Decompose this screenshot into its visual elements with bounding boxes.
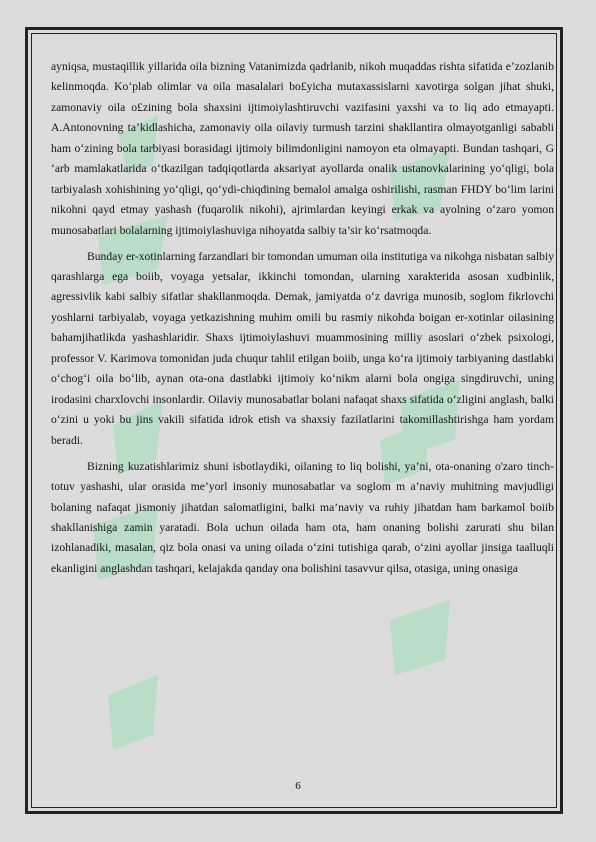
page-body-text <box>51 57 554 585</box>
page-number: 6 <box>295 780 301 792</box>
paragraph-1: ayniqsa, mustaqillik yillarida oila bizning Vatanimizda qadrlanib, nikoh muqaddas rishta sifatida e’zozlanib kelinmoqda. Ko‘plab olimlar va oila masalalari bo£yicha mutaxassislarni xavotirga solgan jihat shuki, zamonaviy oila o£zining bola shaxsini ijtimoiylashtiruvchi vazifasini yaxshi va to liq ado etmayapti. A.Antonovning ta’kidlashicha, zamonaviy oila oilaviy turmush tarzini shakllantira olmayotganligi sababli ham o‘zining bola tarbiyasi borasidagi ijtimoiy bilimdonligini namoyon eta olmayapti. Bundan tashqari, G ‘arb mamlakatlarida o‘tkazilgan tadqiqotlarda aksariyat ayollarda onalik ustanovkalarining yo‘qligi, bola tarbiyalash xohishining yo‘qligi, qo‘ydi-chiqdining bemalol amalga oshirilishi, rasman FHDY bo‘lim larini nikohni qayd etmay yashash (fuqarolik nikohi), ajrimlardan keyingi erkak va ayolning o‘zaro yomon munosabatlari bolalarning ijtimoiylashuviga nihoyatda salbiy ta’sir ko‘rsatmoqda. <box>51 60 554 237</box>
paragraph-2: Bunday er-xotinlarning farzandlari bir tomondan umuman oila institutiga va nikohga nisbatan salbiy qarashlarga ega boiib, voyaga yetsalar, ikkinchi tomondan, ularning xarakterida asosan xudbinlik, agressivlik kabi salbiy sifatlar shakllanmoqda. Demak, jamiyatda o‘z davriga munosib, soglom fikrlovchi yoshlarni tarbiyalab, voyaga yetkazishning muhim omili bu rasmiy nikohda boigan er-xotinlar oilasining bahamjihatlikda yashashlaridir. Shaxs ijtimoiylashuvi muammosining milliy asoslari o‘zbek psixologi, professor V. Karimova tomonidan juda chuqur tahlil etilgan boiib, unga ko‘ra ijtimoiy tarbiyaning dastlabki o‘chog‘i oila bo‘lib, aynan ota-ona dastlabki ijtimoiy ko‘nikm alarni bola ongiga singdiruvchi, uning irodasini charxlovchi insonlardir. Oilaviy munosabatlar bolani nafaqat shaxs sifatida o‘zligini anglash, balki o‘zini u yoki bu jins vakili sifatida idrok etish va shaxsiy fazilatlarini takomillashtirishga ham yordam beradi. <box>51 249 554 447</box>
paragraph-3: Bizning kuzatishlarimiz shuni isbotlaydiki, oilaning to liq bolishi, ya’ni, ota-onaning o'zaro tinch-totuv yashashi, ular orasida me’yorl insoniy munosabatlar va soglom m a’naviy muhitning mavjudligi bolaning nafaqat jismoniy jihatdan salomatligini, balki ma’naviy va ruhiy jihatdan ham barkamol boiib shakllanishiga zamin yaratadi. Bola uchun oilada ham ota, ham onaning bolishi zarurati shu bilan izohlanadiki, masalan, qiz bola onasi va uning oilada o‘zini tutishiga qarab, o‘zini ayollar jinsiga taalluqli ekanligini anglashdan tashqari, kelajakda qanday ona bolishini tasavvur qilsa, otasiga, uning onasiga <box>51 459 554 575</box>
